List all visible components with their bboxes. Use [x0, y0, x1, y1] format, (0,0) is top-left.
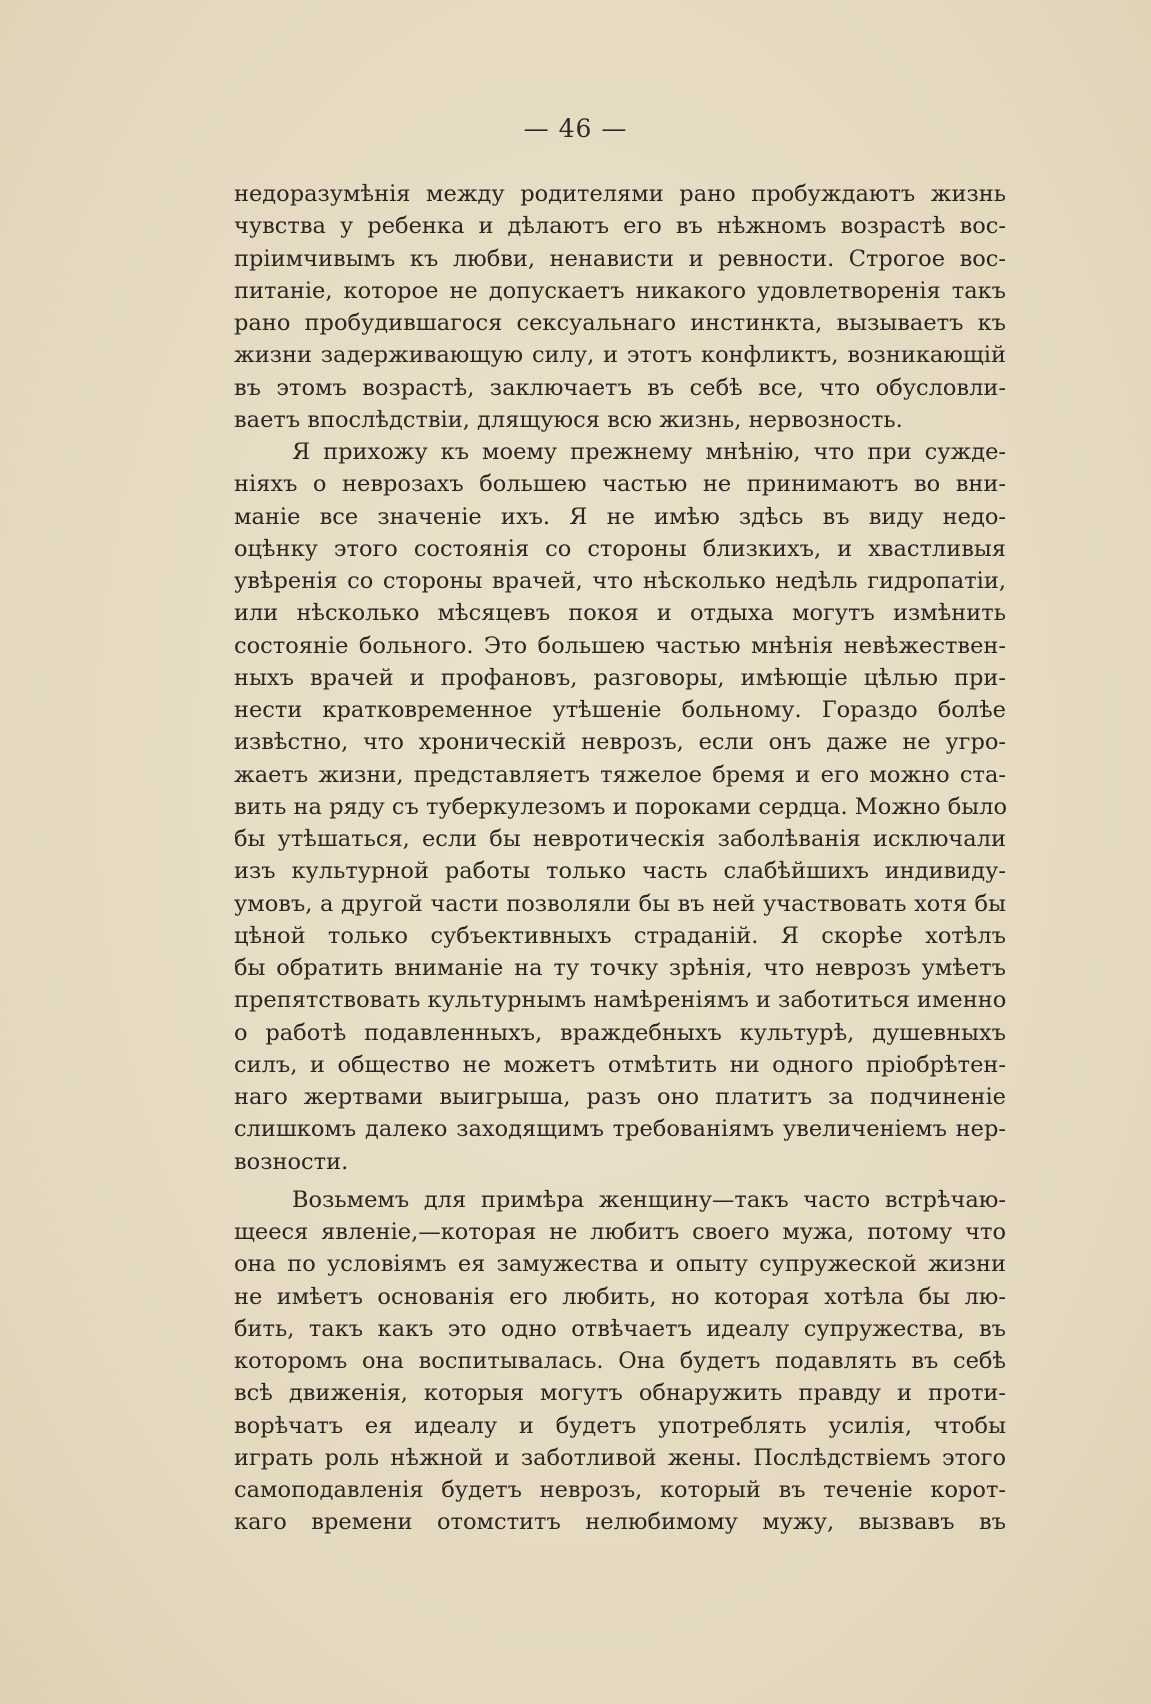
text-line: маніе все значеніе ихъ. Я не имѣю здѣсь въ виду недо- [234, 503, 1006, 530]
text-line: увѣренія со стороны врачей, что нѣсколько недѣль гидропатіи, [234, 568, 1006, 594]
text-line: не имѣетъ основанія его любить, но которая хотѣла бы лю- [234, 1283, 1006, 1310]
text-line: наго жертвами выигрыша, разъ оно платитъ за подчиненіе [234, 1084, 1006, 1110]
text-line: которомъ она воспитывалась. Она будетъ подавлять въ себѣ [234, 1348, 1006, 1374]
text-line: препятствовать культурнымъ намѣреніямъ и заботиться именно [234, 987, 1007, 1014]
text-line: питаніе, которое не допускаетъ никакого удовлетворенія такъ [234, 277, 1006, 304]
text-line: жаетъ жизни, представляетъ тяжелое бремя и его можно ста- [234, 761, 1006, 788]
text-line: играть роль нѣжной и заботливой жены. Послѣдствіемъ этого [234, 1444, 1006, 1471]
text-line: ваетъ впослѣдствіи, длящуюся всю жизнь, нервозность. [234, 406, 903, 433]
text-line: ныхъ врачей и профановъ, разговоры, имѣющіе цѣлью при- [234, 664, 1006, 691]
text-line: умовъ, а другой части позволяли бы въ ней участвовать хотя бы [234, 890, 1006, 917]
text-line: или нѣсколько мѣсяцевъ покоя и отдыха могутъ измѣнить [234, 600, 1006, 627]
text-line: изъ культурной работы только часть слабѣйшихъ индивиду- [234, 858, 1006, 885]
text-line: бы обратить вниманіе на ту точку зрѣнія, что неврозъ умѣетъ [234, 955, 1006, 981]
paragraph-2 [234, 436, 1006, 1178]
text-line: извѣстно, что хроническій неврозъ, если онъ даже не угро- [234, 729, 1006, 756]
body-text [234, 178, 1006, 1539]
text-line: недоразумѣнія между родителями рано пробуждаютъ жизнь [234, 181, 1006, 207]
text-line: Я прихожу къ моему прежнему мнѣнію, что при сужде- [292, 439, 1006, 465]
text-line: нести кратковременное утѣшеніе больному. Гораздо болѣе [234, 697, 1006, 723]
paragraph-1 [234, 178, 1006, 436]
text-line: каго времени отомститъ нелюбимому мужу, вызвавъ въ [234, 1509, 1006, 1536]
text-line: ніяхъ о неврозахъ большею частью не принимаютъ во вни- [234, 471, 1006, 498]
text-line: вить на ряду съ туберкулезомъ и пороками сердца. Можно было [234, 793, 1008, 820]
text-line: бы утѣшаться, если бы невротическія заболѣванія исключали [234, 826, 1006, 852]
text-line: о работѣ подавленныхъ, враждебныхъ культурѣ, душевныхъ [234, 1019, 1006, 1046]
text-line: рано пробудившагося сексуальнаго инстинкта, вызываетъ къ [234, 310, 1006, 336]
text-line: слишкомъ далеко заходящимъ требованіямъ увеличеніемъ нер- [234, 1116, 1006, 1143]
text-line: оцѣнку этого состоянія со стороны близкихъ, и хвастливыя [234, 535, 1006, 562]
text-line: щееся явленіе,—которая не любитъ своего мужа, потому что [234, 1219, 1006, 1245]
text-line: Возьмемъ для примѣра женщину—такъ часто встрѣчаю- [292, 1186, 1006, 1213]
paragraph-3 [234, 1184, 1006, 1539]
page-number: — 46 — [523, 114, 628, 143]
text-line: въ этомъ возрастѣ, заключаетъ въ себѣ все, что обусловли- [234, 374, 1006, 401]
text-line: состояніе больного. Это большею частью мнѣнія невѣжествен- [234, 632, 1006, 659]
text-line: возности. [234, 1148, 349, 1175]
text-line: цѣной только субъективныхъ страданій. Я скорѣе хотѣлъ [234, 922, 1006, 949]
text-line: пріимчивымъ къ любви, ненависти и ревности. Строгое вос- [234, 245, 1006, 272]
text-line: бить, такъ какъ это одно отвѣчаетъ идеалу супружества, въ [234, 1315, 1006, 1342]
text-line: жизни задерживающую силу, и этотъ конфликтъ, возникающій [234, 342, 1006, 369]
text-line: всѣ движенія, которыя могутъ обнаружить правду и проти- [234, 1380, 1006, 1407]
text-line: ворѣчатъ ея идеалу и будетъ употреблять усилія, чтобы [234, 1412, 1006, 1439]
text-line: самоподавленія будетъ неврозъ, который въ теченіе корот- [234, 1477, 1006, 1503]
text-line: чувства у ребенка и дѣлаютъ его въ нѣжномъ возрастѣ вос- [234, 213, 1006, 240]
text-line: силъ, и общество не можетъ отмѣтить ни одного пріобрѣтен- [234, 1051, 1006, 1078]
text-line: она по условіямъ ея замужества и опыту супружеской жизни [234, 1251, 1006, 1278]
